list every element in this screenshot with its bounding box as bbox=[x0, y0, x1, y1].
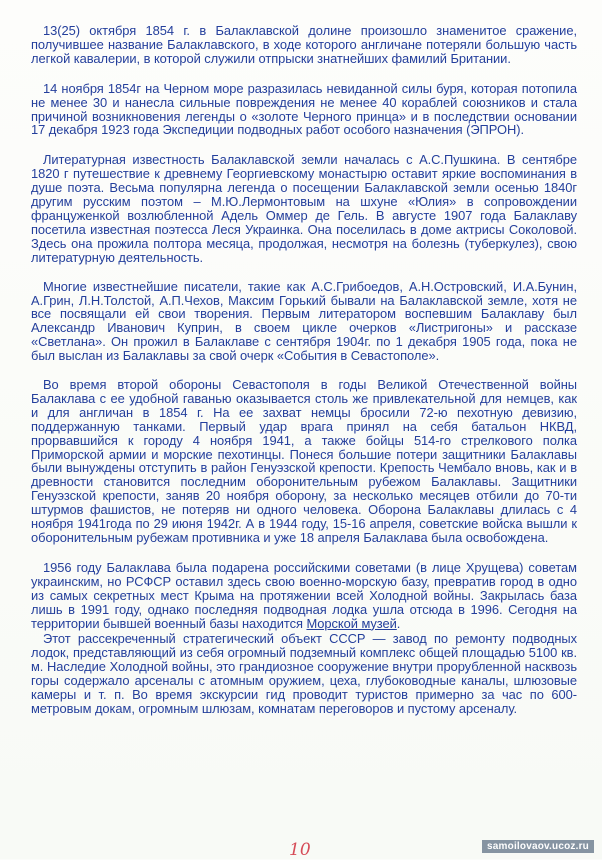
paragraph-balaklava-battle: 13(25) октября 1854 г. в Балаклавской долине произошло знаменитое сражение, получившее название Балаклавского, в ходе которого англичане потеряли большую часть легкой кавалерии, в которой служили отпрыски знатнейших фамилий Британии. bbox=[31, 23, 577, 66]
naval-base-text: 1956 году Балаклава была подарена российскими советами (в лице Хрущева) советам украинским, но РСФСР оставил здесь свою военно-морскую базу, превратив город в одно из самых секретных мест Крыма на протяжении всей Холодной войны. Закрылась база лишь в 1991 году, однако последняя подводная лодка ушла отсюда в 1996. Сегодня на территории бывшей военный базы находится bbox=[31, 559, 577, 631]
page-number: 10 bbox=[289, 840, 311, 860]
paragraph-ww2-defense: Во время второй обороны Севастополя в годы Великой Отечественной войны Балаклава с ее удобной гаванью оказывается столь же привлекательной для немцев, как и для англичан в 1854 г. На ее захват немцы бросили 72-ю пехотную девизию, поддержанную танками. Первый удар врага принял на себя батальон НКВД, прорвавшийся к городу 4 ноября 1941, а также бойцы 514-го стрелкового полка Приморской армии и морские пехотинцы. Понеся большие потери защитники Балаклавы были вынуждены отступить в район Генуэзской крепости. Крепость Чембало вновь, как и в древности становится последним оборонительным рубежом Балаклавы. Защитники Генуэзской крепости, заняв 20 ноября оборону, за несколько месяцев отбили до 70-ти штурмов фашистов, не потеряв ни одного человека. Оборона Балаклавы длилась с 4 ноября 1941года по 29 июня 1942г. А в 1944 году, 15-16 апреля, советские войска вышли к оборонительным рубежам противника и уже 18 апреля Балаклава была освобождена. bbox=[31, 377, 577, 545]
naval-base-end: . bbox=[396, 615, 401, 631]
naval-museum-link[interactable]: Морской музей bbox=[306, 615, 397, 631]
paragraph-literary-fame: Литературная известность Балаклавской земли началась с А.С.Пушкина. В сентябре 1820 г путешествие к древнему Георгиевскому монастырю оставит яркие воспоминания в душе поэта. Весьма популярна легенда о посещении Балаклавской земли осенью 1840г другим русским поэтом – М.Ю.Лермонтовым на шхуне «Юлия» в сопровождении француженкой возлюбленной Адель Оммер де Гель. В августе 1907 года Балаклаву посетила известная поэтесса Леся Украинка. Она поселилась в доме актрисы Соколовой. Здесь она прожила полтора месяца, продолжая, несмотря на болезнь (туберкулез), свою литературную деятельность. bbox=[31, 152, 577, 265]
paragraph-storm-1854: 14 ноября 1854г на Черном море разразилась невиданной силы буря, которая потопила не менее 30 и нанесла сильные повреждения не менее 40 кораблей союзников и стала причиной возникновения легенды о «золоте Черного принца» и в последствии основании 17 декабря 1923 года Экспедиции подводных работ особого назначения (ЭПРОН). bbox=[31, 80, 577, 138]
paragraph-naval-base bbox=[31, 561, 577, 631]
paragraph-writers: Многие известнейшие писатели, такие как А.С.Грибоедов, А.Н.Островский, И.А.Бунин, А.Грин, Л.Н.Толстой, А.П.Чехов, Максим Горький бывали на Балаклавской земле, хотя не все посвящали ей свои творения. Первым литератором воспевшим Балаклаву был Александр Иванович Куприн, в своем цикле очерков «Листригоны» и рассказе «Светлана». Он прожил в Балаклаве с сентября 1904г. по 1 декабря 1905 года, пока не был выслан из Балаклавы за свой очерк «События в Севастополе». bbox=[31, 278, 577, 364]
paragraph-submarine-plant: Этот рассекреченный стратегический объект СССР — завод по ремонту подводных лодок, представляющий из себя огромный подземный комплекс общей площадью 5100 кв. м. Наследие Холодной войны, это грандиозное сооружение внутри прорубленной насквозь горы содержало арсеналы с атомным оружием, цеха, глубоководные каналы, шлюзовые камеры и т. п. Во время экскурсии гид проводит туристов примерно за час по 600-метровым докам, огромным шлюзам, комнатам переговоров и пустому арсеналу. bbox=[31, 631, 577, 716]
site-watermark: samoilovaov.ucoz.ru bbox=[482, 840, 594, 853]
article-body bbox=[31, 24, 577, 726]
